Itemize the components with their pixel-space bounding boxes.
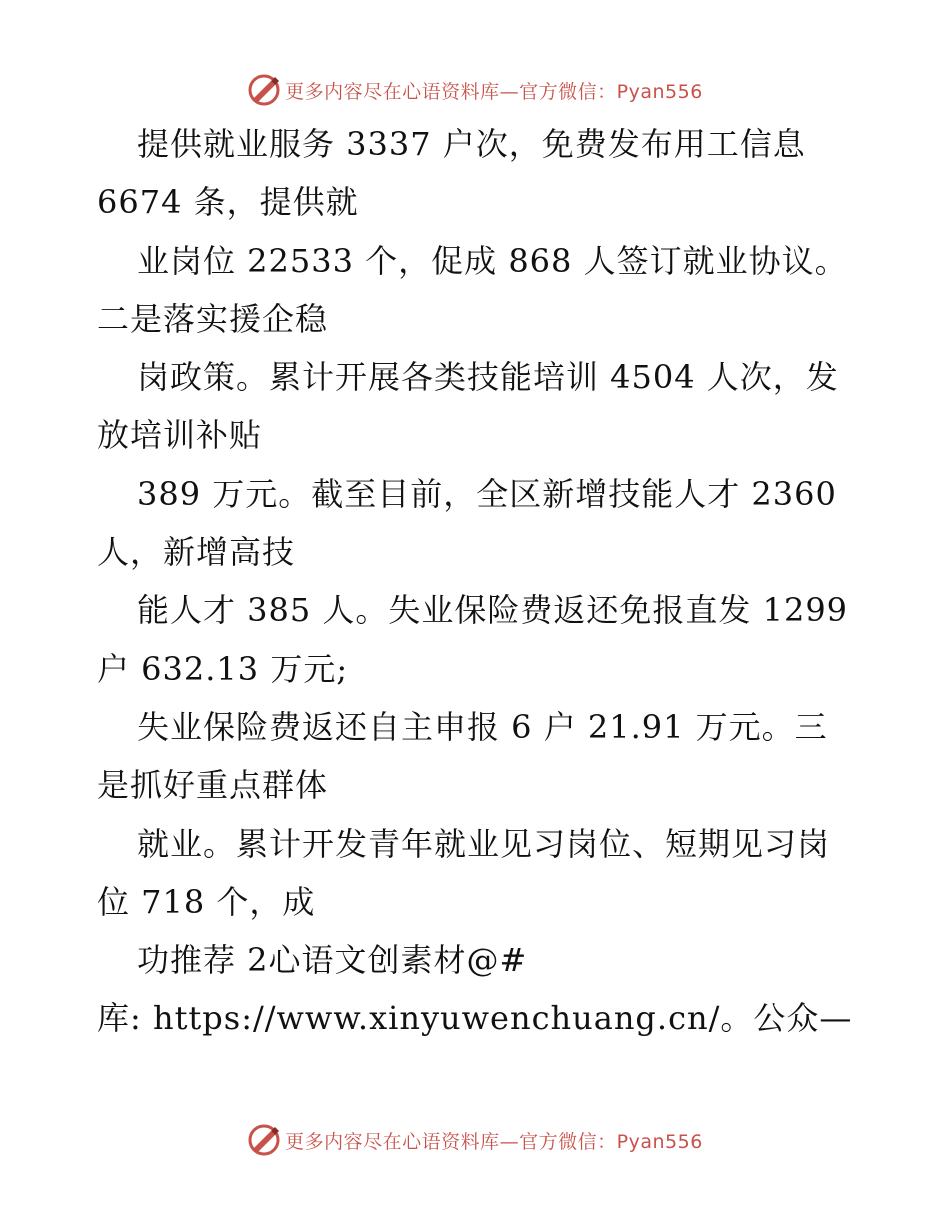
header-watermark [0,70,950,110]
text-line: 二是落实援企稳 [97,299,329,338]
pen-circle-logo-icon [247,73,281,107]
text-line: 就业。累计开发青年就业见习岗位、短期见习岗 [137,824,831,863]
text-line: 失业保险费返还自主申报 6 户 21.91 万元。三 [137,707,828,746]
text-line: 功推荐 2心语文创素材@# [137,941,528,980]
text-line: 放培训补贴 [97,416,263,455]
text-line: 户 632.13 万元; [97,649,349,688]
text-line: 是抓好重点群体 [97,766,329,805]
footer-watermark-text [285,1127,703,1154]
header-watermark-text [285,77,703,104]
text-line: 389 万元。截至目前，全区新增技能人才 2360 [137,474,837,513]
text-line: 人，新增高技 [97,533,296,572]
footer-watermark-handle: Pyan556 [616,1130,703,1153]
text-line: 提供就业服务 3337 户次，免费发布用工信息 [137,125,806,163]
footer-watermark-label: 更多内容尽在心语资料库—官方微信： [285,1130,617,1153]
document-body [97,115,857,1048]
text-line: 6674 条，提供就 [97,183,359,222]
header-watermark-label: 更多内容尽在心语资料库—官方微信： [285,80,617,103]
text-line: 岗政策。累计开展各类技能培训 4504 人次，发 [137,358,839,397]
pen-circle-logo-icon [247,1123,281,1157]
text-line: 能人才 385 人。失业保险费返还免报直发 1299 [137,591,849,630]
text-line: 位 718 个，成 [97,882,316,921]
footer-watermark [0,1120,950,1160]
text-line: 库: https://www.xinyuwenchuang.cn/。公众— [97,999,853,1038]
header-watermark-handle: Pyan556 [616,80,703,103]
text-line: 业岗位 22533 个，促成 868 人签订就业协议。 [137,241,848,280]
